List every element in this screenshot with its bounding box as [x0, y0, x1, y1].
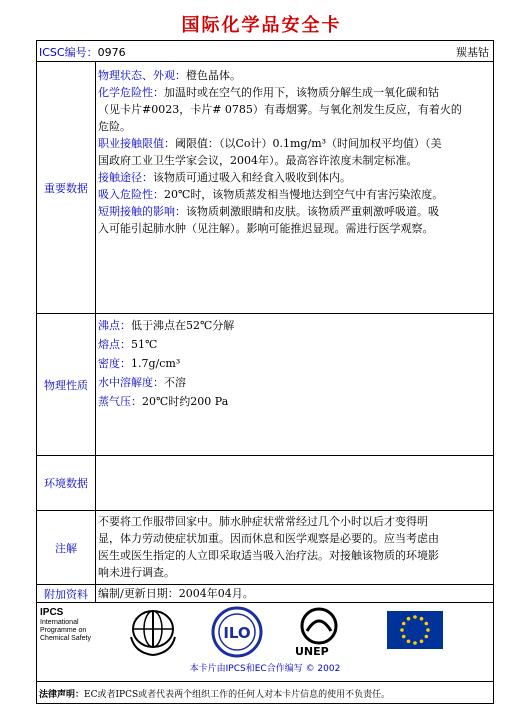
- important-text: 加温时或在空气的作用下，该物质分解生成一氧化碳和钴: [164, 86, 439, 99]
- important-text: 橙色晶体。: [186, 69, 241, 82]
- notes-line: 不要将工作服带回家中。肺水肿症状常常经过几个小时以后才变得明: [98, 515, 428, 528]
- physical-properties-row: [37, 313, 493, 455]
- important-term: 职业接触限值：: [98, 137, 175, 150]
- physical-text: 51℃: [131, 338, 158, 351]
- who-logo-icon: [127, 607, 179, 657]
- important-line: [98, 67, 490, 84]
- notes-row: [37, 510, 493, 584]
- logos-row: [37, 602, 493, 681]
- notes-label: 注解: [37, 511, 96, 584]
- legal-statement: 法律声明：EC或者IPCS或者代表两个组织工作的任何人对本卡片信息的使用不负责任。: [39, 690, 391, 700]
- important-text: 阈限值：（以Co计）0.1mg/m³（时间加权平均值）（美: [175, 137, 442, 150]
- physical-properties-content: [98, 316, 490, 411]
- important-text: 危险。: [98, 120, 131, 133]
- important-line: [98, 220, 490, 237]
- important-line: [98, 152, 490, 169]
- important-text: （见卡片#0023，卡片# 0785）有毒烟雾。与氧化剂发生反应，有着火的: [98, 103, 462, 116]
- physical-text: 20℃时约200 Pa: [142, 395, 229, 408]
- physical-term: 沸点：: [98, 319, 131, 332]
- physical-text: 低于沸点在52℃分解: [131, 319, 235, 332]
- important-text: 该物质刺激眼睛和皮肤。该物质严重刺激呼吸道。吸: [186, 205, 439, 218]
- additional-row: [37, 584, 493, 602]
- physical-text: 不溶: [164, 376, 186, 389]
- physical-line: [98, 373, 490, 392]
- additional-content: 编制/更新日期：2004年04月。: [98, 587, 254, 600]
- environment-row: [37, 455, 493, 510]
- ipcs-logo-text: IPCS International Programme on Chemical Safety: [40, 607, 91, 642]
- physical-line: [98, 354, 490, 373]
- svg-text:ILO: ILO: [223, 624, 251, 642]
- page-title: 国际化学品安全卡: [181, 15, 342, 36]
- important-term: 物理状态、外观：: [98, 69, 186, 82]
- physical-line: [98, 316, 490, 335]
- notes-line: 医生或医生指定的人立即采取适当吸入治疗法。对接触该物质的环境影: [98, 549, 439, 562]
- important-line: [98, 203, 490, 220]
- important-text: 入可能引起肺水肿（见注解）。影响可能推迟显现。需进行医学观察。: [98, 222, 434, 235]
- legal-row: [37, 681, 493, 703]
- important-text: 20℃时，该物质蒸发相当慢地达到空气中有害污染浓度。: [164, 188, 444, 201]
- important-line: [98, 186, 490, 203]
- important-data-label: 重要数据: [37, 62, 96, 313]
- important-term: 吸入危险性：: [98, 188, 164, 201]
- notes-line: 显，体力劳动使症状加重。因而休息和医学观察是必要的。应当考虑由: [98, 532, 439, 545]
- unep-logo-icon: [299, 607, 339, 645]
- notes-line: 响未进行调查。: [98, 566, 175, 579]
- ilo-logo-icon: [209, 605, 265, 659]
- physical-text: 1.7g/cm³: [131, 357, 181, 370]
- physical-term: 熔点：: [98, 338, 131, 351]
- physical-term: 密度：: [98, 357, 131, 370]
- important-line: [98, 101, 490, 118]
- physical-line: [98, 335, 490, 354]
- important-line: [98, 135, 490, 152]
- important-line: [98, 84, 490, 101]
- additional-label: 附加资料: [37, 585, 96, 602]
- physical-term: 水中溶解度：: [98, 376, 164, 389]
- important-term: 化学危险性：: [98, 86, 164, 99]
- eu-flag-icon: [387, 611, 443, 649]
- physical-line: [98, 392, 490, 411]
- chemical-name: 羰基钴: [456, 46, 489, 59]
- important-text: 国政府工业卫生学家会议，2004年）。最高容许浓度未制定标准。: [98, 154, 418, 167]
- important-term: 接触途径：: [98, 171, 153, 184]
- cooperation-footer: 本卡片由IPCS和EC合作编写 © 2002: [189, 664, 341, 674]
- header-row: [37, 41, 493, 61]
- physical-properties-label: 物理性质: [37, 314, 96, 455]
- physical-term: 蒸气压：: [98, 395, 142, 408]
- icsc-code: ICSC编号：0976: [39, 46, 126, 59]
- notes-content: [98, 513, 490, 581]
- important-term: 短期接触的影响：: [98, 205, 186, 218]
- unep-label: UNEP: [295, 645, 329, 658]
- important-line: [98, 118, 490, 135]
- environment-label: 环境数据: [37, 456, 96, 510]
- important-line: [98, 169, 490, 186]
- important-text: 该物质可通过吸入和经食入吸收到体内。: [153, 171, 351, 184]
- important-data-row: [37, 61, 493, 313]
- important-data-content: [98, 67, 490, 237]
- safety-card: [36, 40, 494, 704]
